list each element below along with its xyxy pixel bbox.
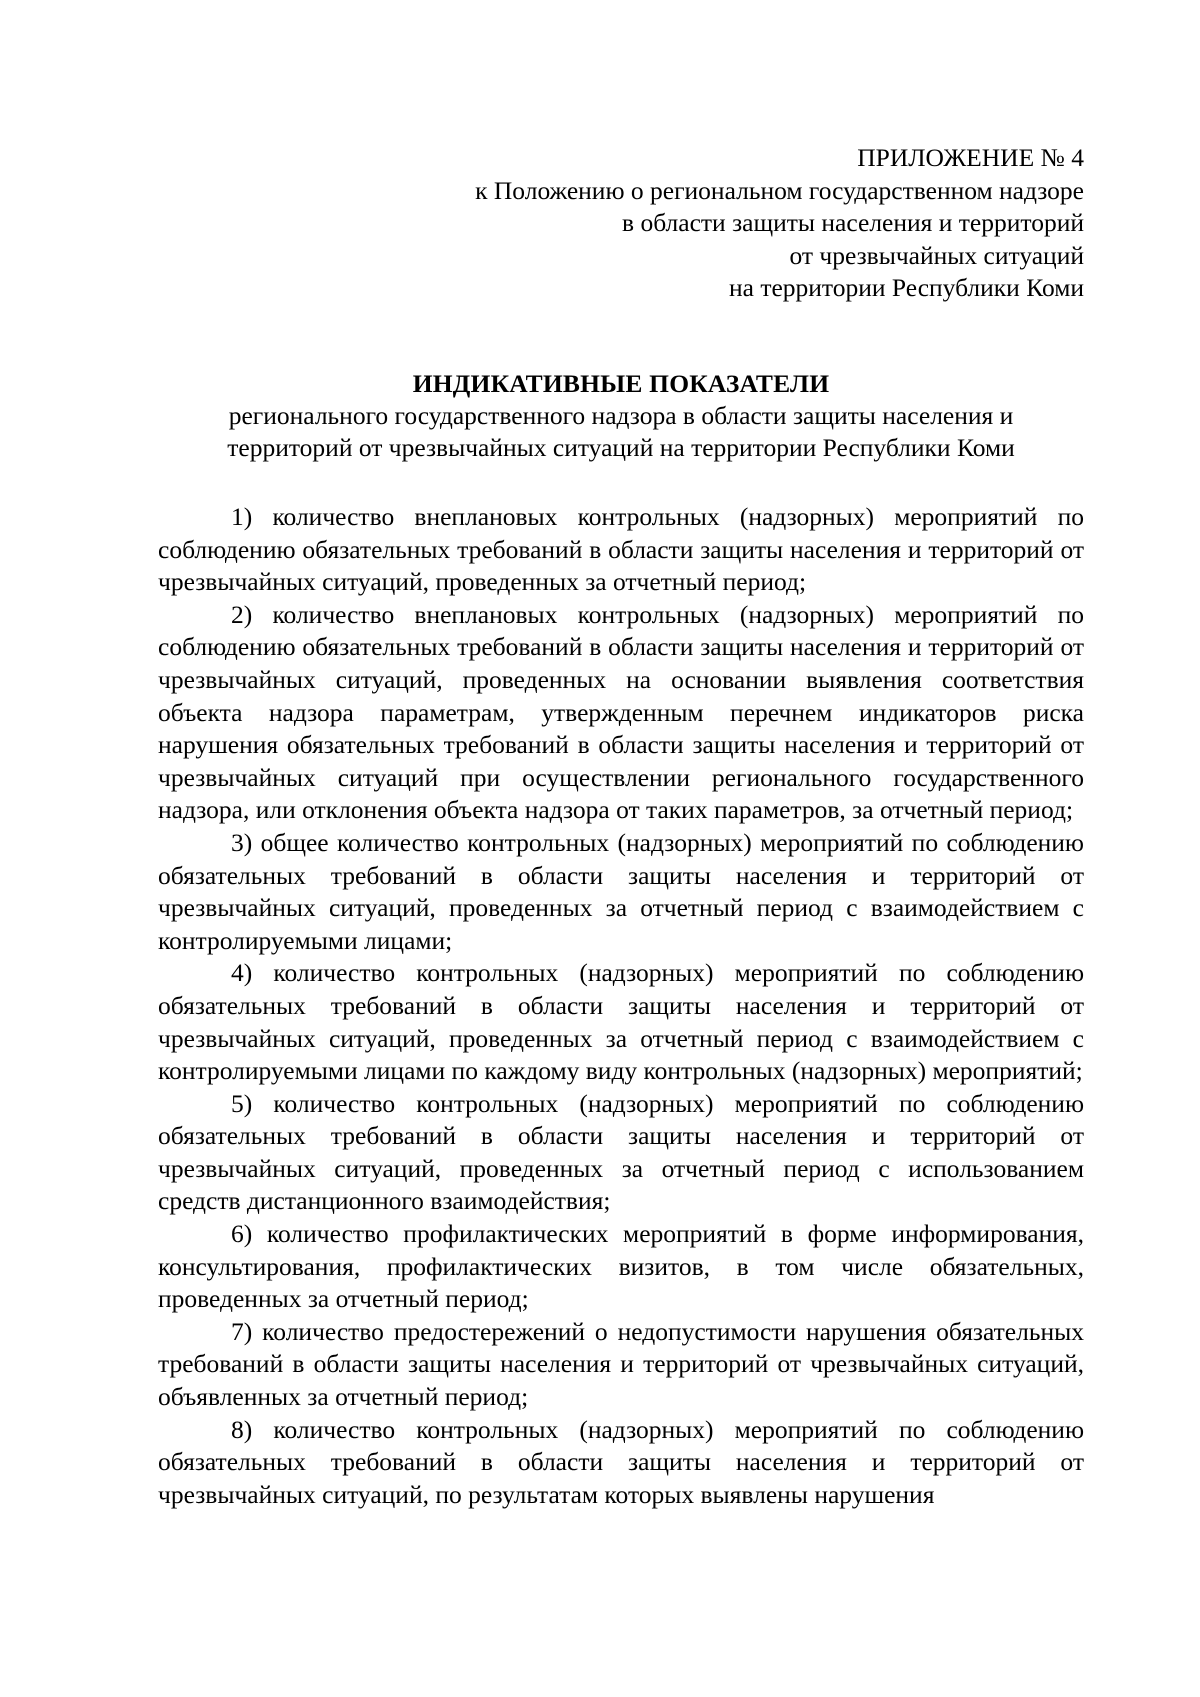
appendix-line: на территории Республики Коми <box>728 273 1084 302</box>
indicator-list <box>158 501 1084 1511</box>
document-title: ИНДИКАТИВНЫЕ ПОКАЗАТЕЛИ <box>412 369 830 398</box>
appendix-line: в области защиты населения и территорий <box>622 208 1084 237</box>
list-item: 5) количество контрольных (надзорных) мероприятий по соблюдению обязательных требований в области защиты населения и территорий от чрезвычайных ситуаций, проведенных за отчетный период с использованием средств дистанционного взаимодействия; <box>158 1088 1084 1216</box>
document-subtitle-line: регионального государственного надзора в области защиты населения и <box>228 401 1014 430</box>
appendix-header <box>158 142 1084 305</box>
list-item: 2) количество внеплановых контрольных (надзорных) мероприятий по соблюдению обязательных требований в области защиты населения и территорий от чрезвычайных ситуаций, проведенных на основании выявления соответствия объекта надзора параметрам, утвержденным перечнем индикаторов риска нарушения обязательных требований в области защиты населения и территорий от чрезвычайных ситуаций при осуществлении регионального государственного надзора, или отклонения объекта надзора от таких параметров, за отчетный период; <box>158 599 1084 825</box>
list-item: 7) количество предостережений о недопустимости нарушения обязательных требований в области защиты населения и территорий от чрезвычайных ситуаций, объявленных за отчетный период; <box>158 1316 1084 1412</box>
page-content <box>158 0 1084 1697</box>
list-item: 8) количество контрольных (надзорных) мероприятий по соблюдению обязательных требований в области защиты населения и территорий от чрезвычайных ситуаций, по результатам которых выявлены нарушения <box>158 1414 1084 1509</box>
document-subtitle-line: территорий от чрезвычайных ситуаций на территории Республики Коми <box>227 433 1015 462</box>
appendix-number: ПРИЛОЖЕНИЕ № 4 <box>857 143 1084 172</box>
list-item: 3) общее количество контрольных (надзорных) мероприятий по соблюдению обязательных требований в области защиты населения и территорий от чрезвычайных ситуаций, проведенных за отчетный период с взаимодействием с контролируемыми лицами; <box>158 827 1084 955</box>
appendix-line: от чрезвычайных ситуаций <box>789 240 1084 270</box>
list-item: 1) количество внеплановых контрольных (надзорных) мероприятий по соблюдению обязательных требований в области защиты населения и территорий от чрезвычайных ситуаций, проведенных за отчетный период; <box>158 502 1084 597</box>
appendix-line: к Положению о региональном государственном надзоре <box>475 175 1084 205</box>
title-block <box>158 368 1084 464</box>
list-item: 6) количество профилактических мероприятий в форме информирования, консультирования, профилактических визитов, в том числе обязательных, проведенных за отчетный период; <box>158 1219 1084 1314</box>
list-item: 4) количество контрольных (надзорных) мероприятий по соблюдению обязательных требований в области защиты населения и территорий от чрезвычайных ситуаций, проведенных за отчетный период с взаимодействием с контролируемыми лицами по каждому виду контрольных (надзорных) мероприятий; <box>158 958 1084 1086</box>
